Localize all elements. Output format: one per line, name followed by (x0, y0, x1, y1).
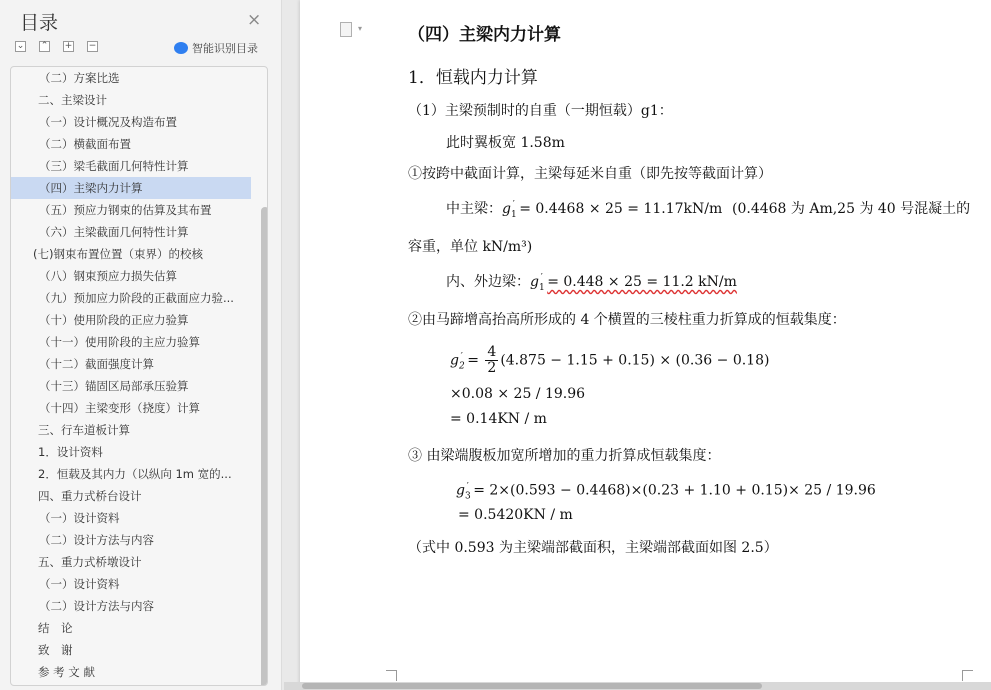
paragraph-item1: （1）主梁预制时的自重（一期恒载）g1： (408, 103, 673, 119)
g1-symbol: g (502, 201, 511, 217)
page-corner-mark (962, 670, 973, 681)
paragraph-step1: ①按跨中截面计算，主梁每延米自重（即先按等截面计算） (408, 166, 772, 182)
toc-item[interactable]: 结 论 (38, 621, 73, 635)
toc-item[interactable]: 1．设计资料 (38, 445, 103, 459)
edge-beam-line: 内、外边梁：$g_1' = 0.448 \times 25 = 11.2$ kN/m (446, 273, 737, 293)
g3-formula-line2: = 0.5420KN / m (458, 507, 573, 523)
g3-symbol: g (456, 482, 465, 499)
toc-panel (0, 0, 282, 690)
toc-item[interactable]: (七)钢束布置位置（束界）的校核 (33, 247, 203, 261)
g2-fraction (485, 345, 498, 376)
toc-item[interactable]: 参 考 文 献 (38, 665, 95, 679)
toc-item[interactable]: 四、重力式桥台设计 (38, 489, 142, 503)
g2-numerator: 4 (487, 344, 497, 360)
toc-item[interactable]: （九）预加应力阶段的正截面应力验... (39, 291, 234, 305)
toc-list-container (10, 66, 268, 686)
close-icon[interactable]: × (247, 10, 262, 30)
section-heading: （四）主梁内力计算 (408, 25, 561, 45)
toc-item[interactable]: （一）设计概况及构造布置 (39, 115, 177, 129)
toc-item[interactable]: （一）设计资料 (39, 577, 120, 591)
remove-item-icon[interactable]: − (88, 41, 97, 51)
toc-item[interactable]: （十二）截面强度计算 (39, 357, 154, 371)
g3-formula-line1: $g_3' = 2\times(0.593 - 0.4468)\times(0.23 + 1.10 + 0.15)\times 25 / 19.96$ (456, 482, 876, 502)
smart-toc-label: 智能识别目录 (192, 42, 258, 55)
toc-item[interactable]: （十一）使用阶段的主应力验算 (39, 335, 200, 349)
horizontal-scrollbar[interactable] (302, 683, 762, 689)
edge-beam-label: 内、外边梁： (446, 274, 530, 290)
main-beam-label: 中主梁： (446, 201, 502, 217)
toc-item[interactable]: （三）梁毛截面几何特性计算 (39, 159, 189, 173)
g2-denominator: 2 (487, 360, 497, 376)
toc-item[interactable]: （四）主梁内力计算 (11, 177, 251, 199)
toc-item[interactable]: （一）设计资料 (39, 511, 120, 525)
expand-all-icon[interactable]: ⌄ (16, 41, 25, 51)
toc-item[interactable]: （十三）锚固区局部承压验算 (39, 379, 189, 393)
g2-formula-line1: $g_2'$ = $\frac{4}{2}$ (4.875 − 1.15 + 0.15) × (0.36 − 0.18) (450, 344, 770, 376)
page-corner-mark (386, 670, 397, 681)
edge-beam-formula: = 0.448 × 25 = 11.2 kN/m (547, 274, 737, 290)
toc-item[interactable]: 致 谢 (38, 643, 73, 657)
toc-item[interactable]: 2．恒载及其内力（以纵向 1m 宽的... (38, 467, 232, 481)
smart-toc-button[interactable] (174, 40, 258, 56)
toc-item[interactable]: （二）设计方法与内容 (39, 533, 154, 547)
paragraph-step3: ③ 由梁端腹板加宽所增加的重力折算成恒载集度： (408, 448, 721, 464)
g1-symbol: g (530, 274, 539, 290)
add-item-icon[interactable]: + (64, 41, 73, 51)
main-beam-formula: = 0.4468 × 25 = 11.17kN/m (519, 201, 723, 217)
subsection-heading: 1．恒载内力计算 (408, 68, 538, 88)
toc-item[interactable]: （五）预应力钢束的估算及其布置 (39, 203, 212, 217)
document-page (300, 0, 991, 690)
toc-item[interactable]: 五、重力式桥墩设计 (38, 555, 142, 569)
paragraph-flange-width: 此时翼板宽 1.58m (446, 135, 565, 151)
toc-scrollbar[interactable] (261, 207, 268, 686)
toc-item[interactable]: （八）钢束预应力损失估算 (39, 269, 177, 283)
main-beam-note: (0.4468 为 Am,25 为 40 号混凝土的 (732, 201, 971, 217)
g2-formula-line2: ×0.08 × 25 / 19.96 (450, 386, 586, 402)
toc-item[interactable]: 二、主梁设计 (38, 93, 107, 107)
toc-item[interactable]: （十四）主梁变形（挠度）计算 (39, 401, 200, 415)
paragraph-note-end: （式中 0.593 为主梁端部截面积，主梁端部截面如图 2.5） (408, 540, 778, 556)
toc-title: 目录 (20, 12, 59, 34)
toc-item[interactable]: （二）设计方法与内容 (39, 599, 154, 613)
paragraph-step2: ②由马蹄增高抬高所形成的 4 个横置的三棱柱重力折算成的恒载集度： (408, 312, 846, 328)
collapse-all-icon[interactable]: ⌃ (40, 41, 49, 51)
document-outline-icon[interactable] (340, 22, 352, 37)
toc-item[interactable]: （二）方案比选 (39, 71, 120, 85)
ai-cloud-icon (174, 42, 188, 54)
main-beam-line: 中主梁：$g_1' = 0.4468 \times 25 = 11.17kN/m$ (446, 200, 723, 220)
g2-expression: (4.875 − 1.15 + 0.15) × (0.36 − 0.18) (500, 352, 770, 369)
unit-weight-line: 容重，单位 kN/m³) (408, 239, 533, 255)
g2-formula-line3: = 0.14KN / m (450, 411, 547, 427)
g3-expression: = 2×(0.593 − 0.4468)×(0.23 + 1.10 + 0.15)× 25 / 19.96 (473, 482, 876, 499)
chevron-down-icon[interactable]: ▾ (358, 24, 363, 33)
toc-item[interactable]: （二）横截面布置 (39, 137, 131, 151)
toc-item[interactable]: （六）主梁截面几何特性计算 (39, 225, 189, 239)
toc-list (11, 67, 251, 683)
toc-item[interactable]: 三、行车道板计算 (38, 423, 130, 437)
toc-item[interactable]: （十）使用阶段的正应力验算 (39, 313, 189, 327)
